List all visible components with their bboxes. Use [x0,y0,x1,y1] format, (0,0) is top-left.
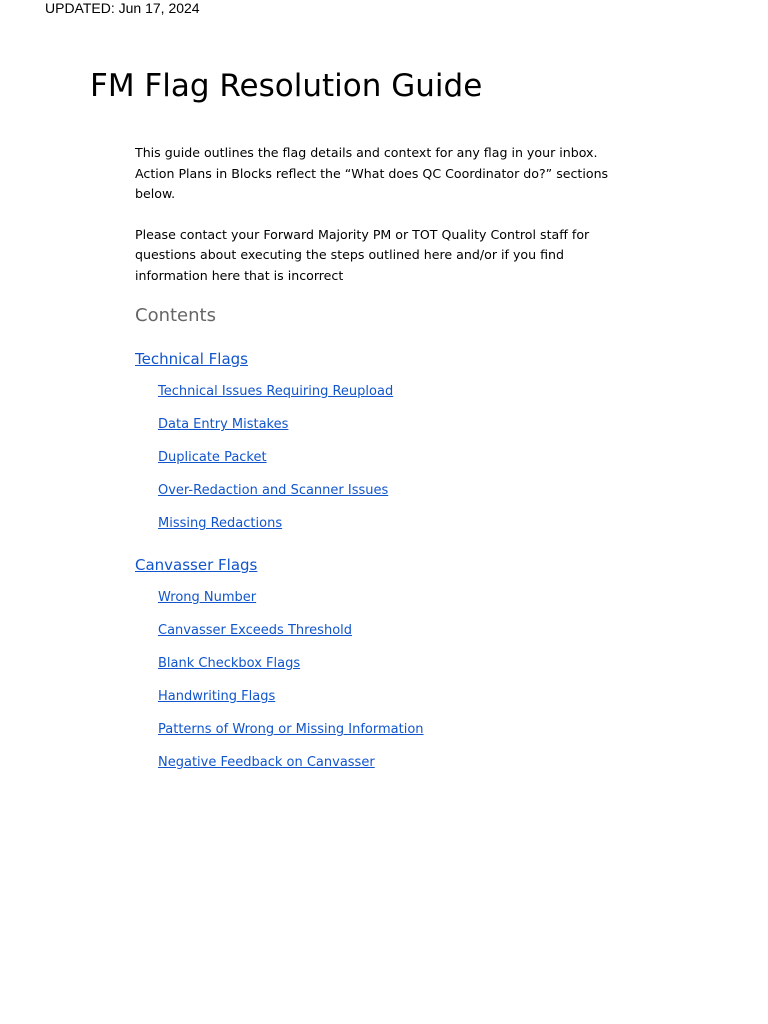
table-of-contents [135,345,424,781]
toc-link-wrong-number[interactable]: Wrong Number [158,590,257,605]
toc-item [158,443,424,476]
toc-item [158,410,424,443]
toc-item [158,682,424,715]
toc-link-technical-flags[interactable]: Technical Flags [135,350,248,368]
toc-link-duplicate-packet[interactable]: Duplicate Packet [158,450,267,465]
updated-date: UPDATED: Jun 17, 2024 [45,0,200,16]
toc-item [158,649,424,682]
toc-link-data-entry-mistakes[interactable]: Data Entry Mistakes [158,417,289,432]
toc-item [158,748,424,781]
toc-link-technical-issues-requiring-reupload[interactable]: Technical Issues Requiring Reupload [158,384,394,399]
toc-sublist [135,377,424,542]
toc-link-negative-feedback-canvasser[interactable]: Negative Feedback on Canvasser [158,755,375,770]
toc-link-patterns-wrong-missing-information[interactable]: Patterns of Wrong or Missing Information [158,722,424,737]
toc-item [158,377,424,410]
toc-link-over-redaction-scanner-issues[interactable]: Over-Redaction and Scanner Issues [158,483,389,498]
toc-link-canvasser-exceeds-threshold[interactable]: Canvasser Exceeds Threshold [158,623,353,638]
toc-sublist [135,583,424,781]
toc-item [158,583,424,616]
toc-link-blank-checkbox-flags[interactable]: Blank Checkbox Flags [158,656,301,671]
contact-paragraph: Please contact your Forward Majority PM or TOT Quality Control staff for questions about executing the steps outlined here and/or if you find information here that is incorrect [135,226,590,283]
contents-heading: Contents [135,305,216,326]
toc-item [158,509,424,542]
toc-item [158,616,424,649]
toc-link-missing-redactions[interactable]: Missing Redactions [158,516,283,531]
intro-text [135,143,635,286]
toc-item [158,715,424,748]
toc-link-handwriting-flags[interactable]: Handwriting Flags [158,689,276,704]
toc-item [158,476,424,509]
toc-section-technical-flags [135,345,424,542]
document-title: FM Flag Resolution Guide [90,68,483,104]
toc-section-canvasser-flags [135,551,424,781]
toc-link-canvasser-flags[interactable]: Canvasser Flags [135,556,258,574]
intro-paragraph: This guide outlines the flag details and context for any flag in your inbox. Action Plans in Blocks reflect the “What does QC Coordinator do?” sections below. [135,145,609,201]
